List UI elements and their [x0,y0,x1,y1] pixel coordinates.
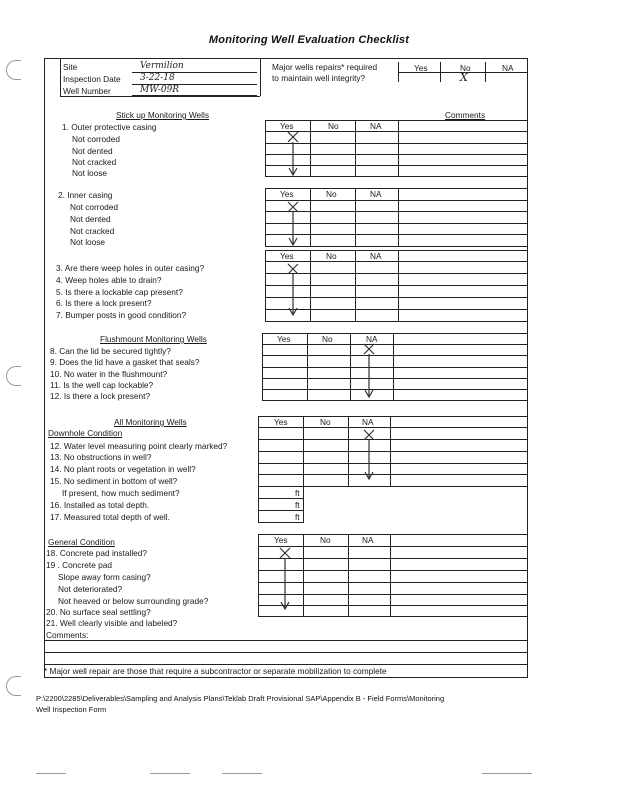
stickup-q1: 1. Outer protective casing [62,122,157,132]
stickup-q2: 2. Inner casing [58,190,113,200]
inspection-date-label: Inspection Date [63,74,121,84]
repair-col-yes: Yes [414,63,428,73]
form-border-left [44,58,45,678]
stickup-question: 3. Are there weep holes in outer casing? [56,263,205,273]
col-yes: Yes [280,251,294,261]
form-border-bottom [44,677,528,678]
checkmark-group-q8-12 [358,340,388,402]
col-na: NA [362,417,374,427]
col-na: NA [366,334,378,344]
unit-ft: ft [295,488,300,498]
scan-mark [36,773,66,774]
stickup-question: 5. Is there a lockable cap present? [56,287,183,297]
col-yes: Yes [274,535,288,545]
unit-ft: ft [295,500,300,510]
comments-heading: Comments [445,110,486,120]
flushmount-question: 10. No water in the flushmount? [50,369,168,379]
binder-hole-top [6,60,21,80]
col-no: No [328,121,339,131]
checkmark-group-q2 [280,198,310,250]
q2-item: Not cracked [70,226,115,236]
repair-col-na: NA [502,63,514,73]
allwells-question: 12. Water level measuring point clearly marked? [50,441,228,451]
general-question: Not heaved or below surrounding grade? [58,596,209,606]
stickup-heading: Stick up Monitoring Wells [116,110,209,120]
q1-item: Not dented [72,146,113,156]
well-number-value: MW-09R [140,85,180,95]
col-no: No [326,189,337,199]
flushmount-question: 11. Is the well cap lockable? [50,380,154,390]
col-yes: Yes [277,334,291,344]
col-yes: Yes [280,189,294,199]
stickup-question: 4. Weep holes able to drain? [56,275,162,285]
col-yes: Yes [280,121,294,131]
general-question: 20. No surface seal settling? [46,607,151,617]
checkmark-group-q12-15 [358,426,388,484]
allwells-question: 13. No obstructions in well? [50,452,152,462]
scan-mark [482,773,532,774]
repair-question-line1: Major wells repairs* required [272,62,378,72]
general-question: 21. Well clearly visible and labeled? [46,618,178,628]
form-border-top [44,58,528,59]
comments-label: Comments: [46,630,89,640]
general-question: Slope away form casing? [58,572,151,582]
col-no: No [320,535,331,545]
stickup-question: 7. Bumper posts in good condition? [56,310,187,320]
allwells-question: If present, how much sediment? [62,488,180,498]
general-question: 19 . Concrete pad [46,560,112,570]
flushmount-question: 12. Is there a lock present? [50,391,151,401]
site-value: Vermilion [140,61,184,71]
flushmount-question: 9. Does the lid have a gasket that seals? [50,357,200,367]
flushmount-question: 8. Can the lid be secured tightly? [50,346,171,356]
col-na: NA [370,189,382,199]
repair-answer-mark: X [460,71,468,84]
col-no: No [326,251,337,261]
allwells-question: 17. Measured total depth of well. [50,512,170,522]
flushmount-heading: Flushmount Monitoring Wells [100,334,207,344]
downhole-heading: Downhole Condition [48,428,123,438]
col-na: NA [362,535,374,545]
inspection-date-value: 3-22-18 [140,73,175,83]
allwells-question: 14. No plant roots or vegetation in well? [50,464,196,474]
q1-item: Not corroded [72,134,120,144]
checkmark-group-q3-7 [280,260,310,320]
site-label: Site [63,62,78,72]
file-path-line2: Well Inspection Form [36,705,107,714]
stickup-question: 6. Is there a lock present? [56,298,152,308]
footnote: * Major well repair are those that require a subcontractor or separate mobilization to complete [44,666,387,676]
checkmark-group-q18-21 [272,544,302,614]
general-question: 18. Concrete pad installed? [46,548,148,558]
q1-item: Not loose [72,168,108,178]
col-yes: Yes [274,417,288,427]
repair-question-line2: to maintain well integrity? [272,73,366,83]
scan-mark [222,773,262,774]
repair-col-no: No [460,63,471,73]
allwells-question: 15. No sediment in bottom of well? [50,476,178,486]
well-number-label: Well Number [63,86,111,96]
col-no: No [322,334,333,344]
q2-item: Not dented [70,214,111,224]
q2-item: Not loose [70,237,106,247]
general-question: Not deteriorated? [58,584,123,594]
binder-hole-bottom [6,676,21,696]
col-na: NA [370,251,382,261]
page-title: Monitoring Well Evaluation Checklist [208,34,410,46]
file-path-line1: P:\2200\2285\Deliverables\Sampling and Analysis Plans\Teklab Draft Provisional SAP\Appendix B - Field Forms\Monitoring [36,694,445,703]
col-no: No [320,417,331,427]
unit-ft: ft [295,512,300,522]
allwells-question: 16. Installed as total depth. [50,500,150,510]
general-heading: General Condition [48,537,115,547]
col-na: NA [370,121,382,131]
checkmark-group-q1 [280,128,310,180]
q2-item: Not corroded [70,202,118,212]
allwells-heading: All Monitoring Wells [114,417,187,427]
binder-hole-middle [6,366,21,386]
scan-mark [150,773,190,774]
form-border-right [527,58,528,678]
q1-item: Not cracked [72,157,117,167]
